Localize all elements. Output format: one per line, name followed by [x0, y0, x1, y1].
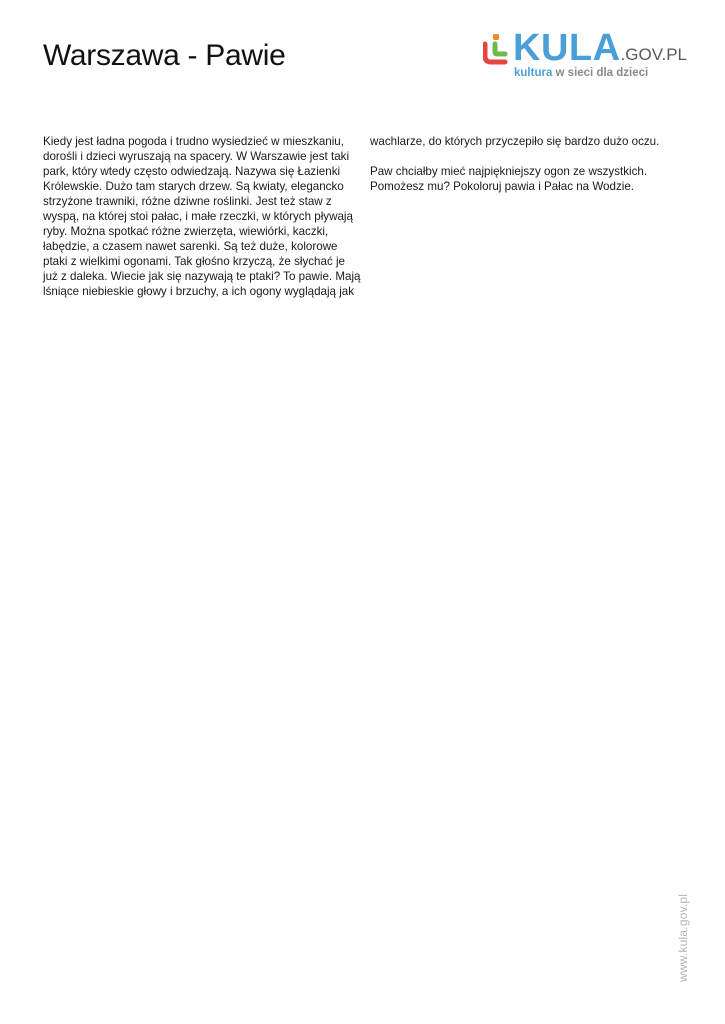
text-line: strzyżone trawniki, różne dziwne roślinki. Jest też staw z [43, 195, 332, 208]
logo-tagline [514, 66, 648, 80]
story-column-right [370, 134, 670, 209]
story-paragraph [43, 134, 361, 299]
story-paragraph-continuation [370, 134, 670, 149]
text-line: ptaki z wielkimi ogonami. Tak głośno krzyczą, że słychać je [43, 255, 345, 268]
text-line: Pomożesz mu? Pokoloruj pawia i Pałac na Wodzie. [370, 180, 634, 193]
text-line: wyspą, na której stoi pałac, i małe rzeczki, w których pływają [43, 210, 353, 223]
text-line: dorośli i dzieci wyruszają na spacery. W Warszawie jest taki [43, 150, 350, 163]
text-line: ryby. Można spotkać różne zwierzęta, wiewiórki, kaczki, [43, 225, 329, 238]
page-title: Warszawa - Pawie [43, 39, 286, 72]
logo-suffix: .GOV.PL [620, 45, 688, 64]
text-line: Kiedy jest ładna pogoda i trudno wysiedzieć w mieszkaniu, [43, 135, 344, 148]
coloring-instruction [370, 164, 670, 194]
logo-word: KULA [513, 27, 621, 69]
text-line: park, który wtedy często odwiedzają. Nazywa się Łazienki [43, 165, 341, 178]
side-url: www.kula.gov.pl [676, 893, 690, 982]
text-line: wachlarze, do których przyczepiło się bardzo dużo oczu. [370, 135, 660, 148]
kula-logo-mark-icon [483, 34, 511, 66]
text-line: Królewskie. Dużo tam starych drzew. Są kwiaty, elegancko [43, 180, 344, 193]
text-line: lśniące niebieskie głowy i brzuchy, a ich ogony wyglądają jak [43, 285, 355, 298]
logo-tagline-accent: kultura [514, 67, 553, 79]
text-line: łabędzie, a czasem nawet sarenki. Są też duże, kolorowe [43, 240, 338, 253]
text-line: już z daleka. Wiecie jak się nazywają te ptaki? To pawie. Mają [43, 270, 361, 283]
story-column-left [43, 134, 361, 314]
text-line: Paw chciałby mieć najpiękniejszy ogon ze wszystkich. [370, 165, 648, 178]
kula-logo[interactable] [483, 27, 688, 86]
logo-tagline-rest: w sieci dla dzieci [552, 67, 649, 79]
